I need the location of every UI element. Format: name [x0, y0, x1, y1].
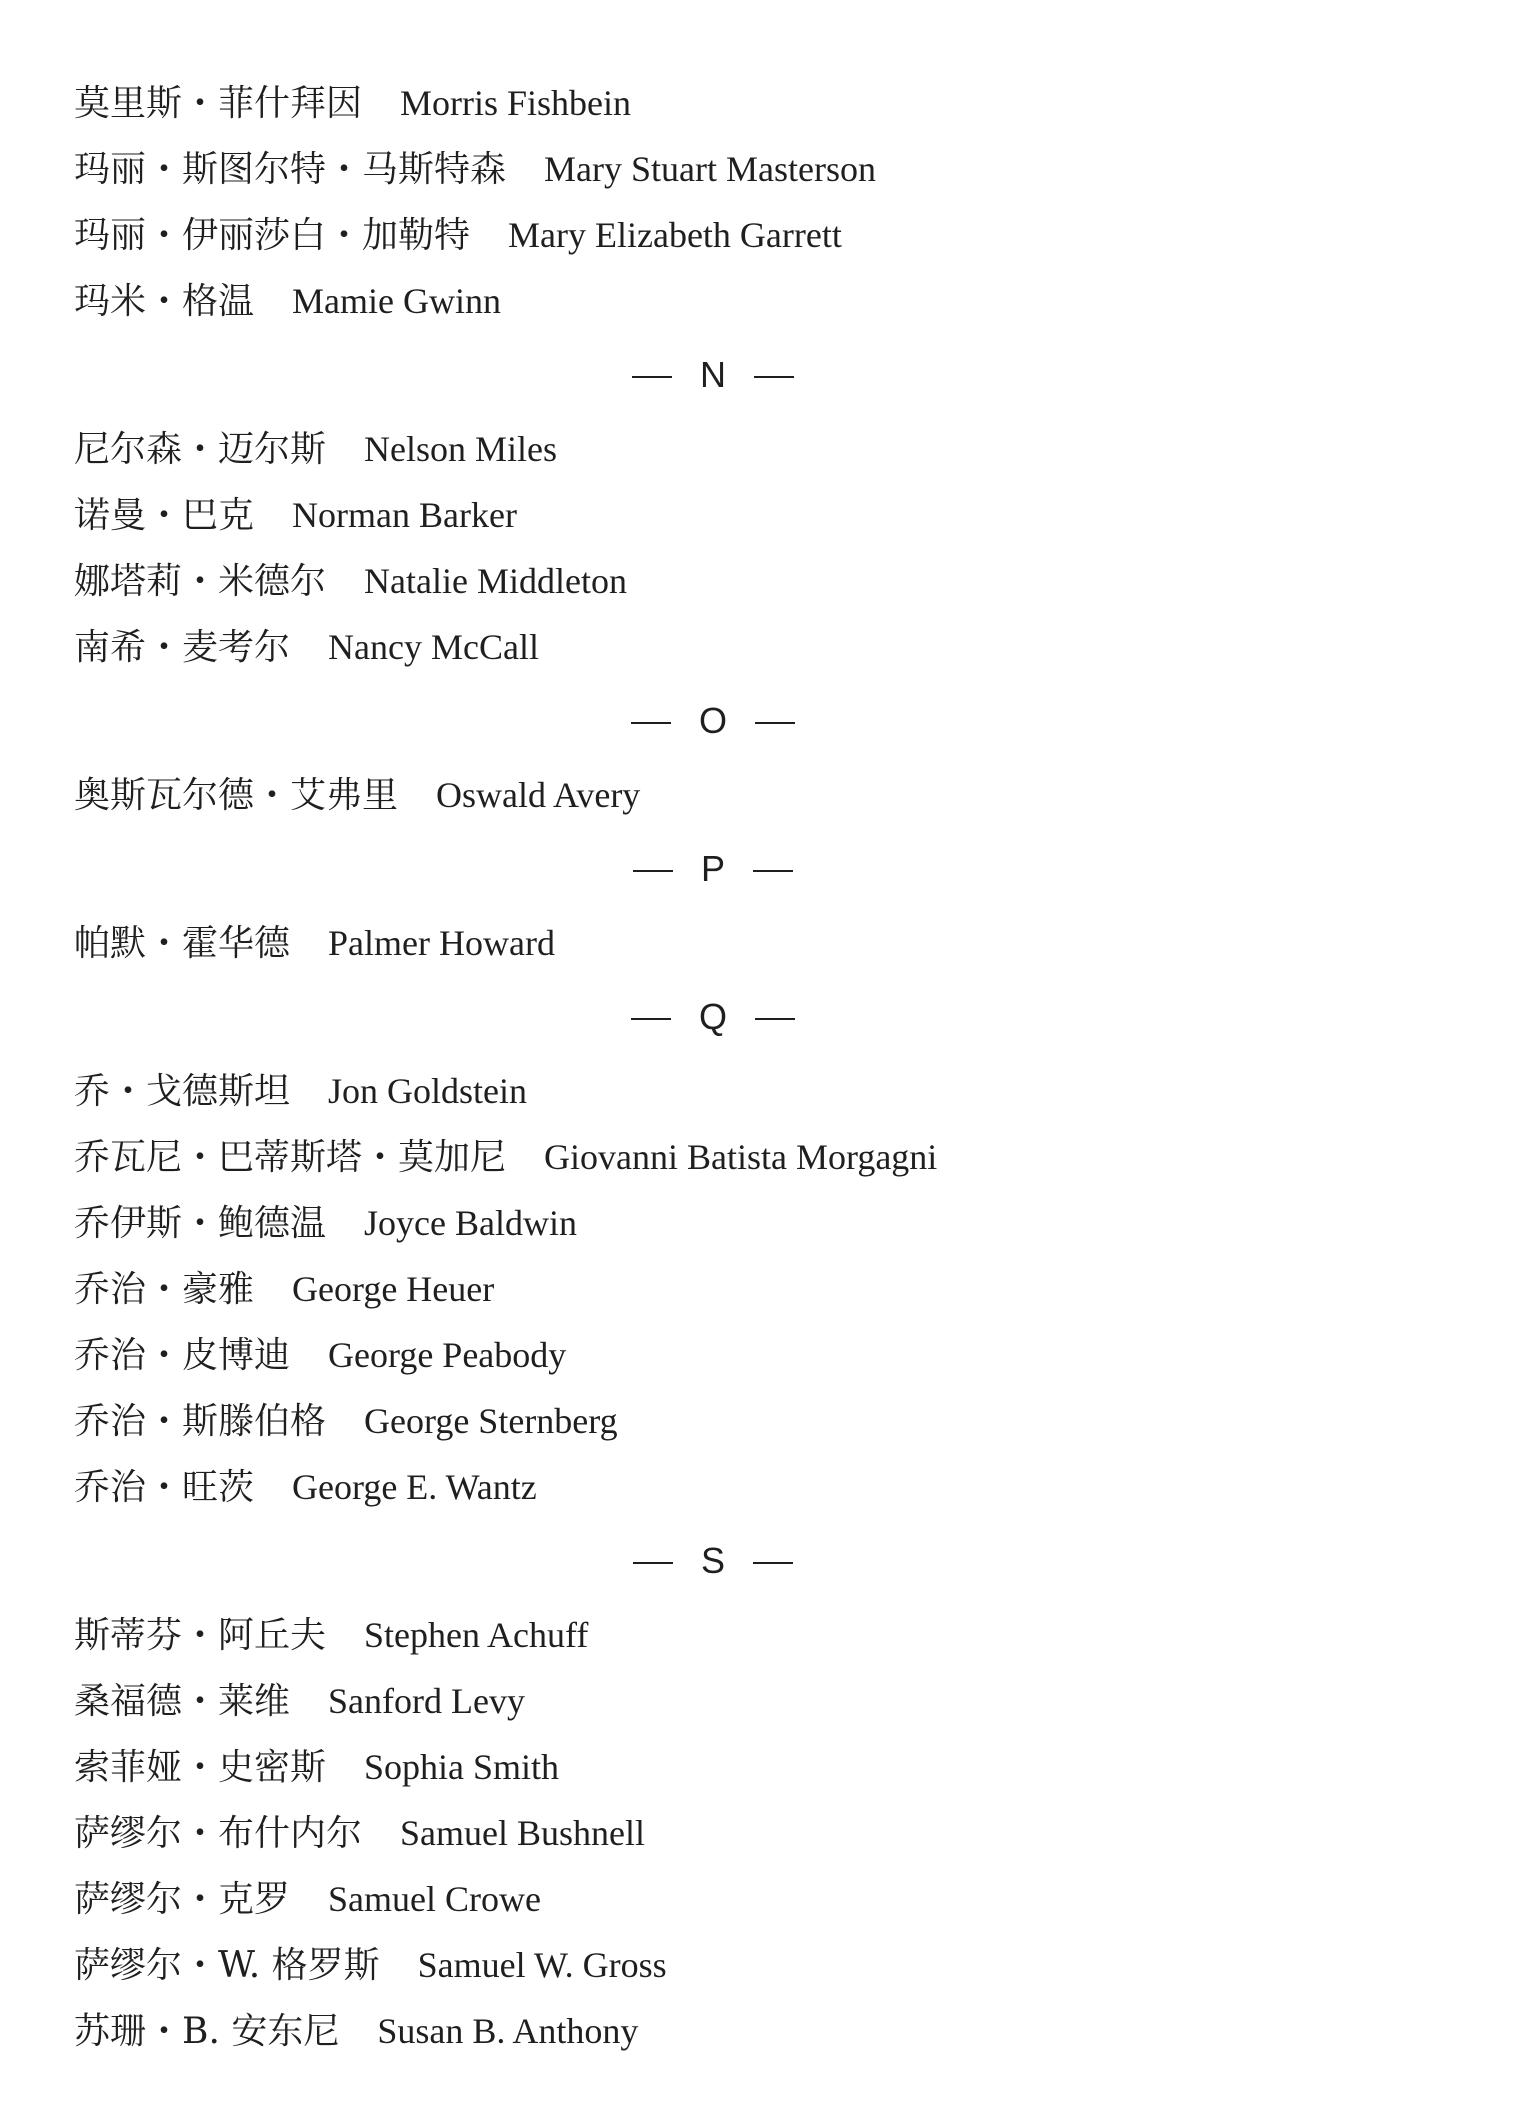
chinese-name: 苏珊・B. 安东尼: [74, 2011, 340, 2052]
name-entry: [74, 421, 557, 477]
section-letter: O: [698, 700, 727, 741]
em-dash-left: [631, 722, 671, 724]
chinese-name: 莫里斯・菲什拜因: [74, 83, 363, 124]
name-entry: [74, 767, 640, 823]
chinese-name: 乔治・旺茨: [74, 1467, 255, 1508]
section-letter: S: [700, 1540, 725, 1581]
name-entry: [74, 1129, 937, 1185]
section-letter: Q: [698, 996, 727, 1037]
section-heading-p: [0, 841, 1426, 897]
chinese-name: 玛米・格温: [74, 281, 255, 322]
chinese-name: 乔治・斯滕伯格: [74, 1401, 327, 1442]
name-entry: [74, 553, 627, 609]
chinese-name: 萨缪尔・布什内尔: [74, 1813, 363, 1854]
english-name: Samuel Bushnell: [400, 1813, 646, 1853]
chinese-name: 乔・戈德斯坦: [74, 1071, 291, 1112]
em-dash-right: [755, 722, 795, 724]
english-name: Joyce Baldwin: [364, 1203, 577, 1243]
name-entry: [74, 1805, 645, 1861]
chinese-name: 乔治・皮博迪: [74, 1335, 291, 1376]
name-entry: [74, 2003, 638, 2059]
em-dash-left: [631, 1018, 671, 1020]
english-name: Mary Elizabeth Garrett: [508, 215, 842, 255]
english-name: Sophia Smith: [364, 1747, 560, 1787]
name-entry: [74, 1937, 667, 1993]
chinese-name: 南希・麦考尔: [74, 627, 291, 668]
english-name: Samuel W. Gross: [417, 1945, 667, 1985]
english-name: Morris Fishbein: [400, 83, 632, 123]
name-entry: [74, 1063, 527, 1119]
em-dash-left: [633, 870, 673, 872]
em-dash-right: [753, 870, 793, 872]
chinese-name: 索菲娅・史密斯: [74, 1747, 327, 1788]
english-name: Samuel Crowe: [328, 1879, 541, 1919]
english-name: Oswald Avery: [436, 775, 641, 815]
english-name: George Heuer: [292, 1269, 495, 1309]
english-name: Susan B. Anthony: [377, 2011, 639, 2051]
name-entry: [74, 207, 842, 263]
chinese-name: 玛丽・斯图尔特・马斯特森: [74, 149, 507, 190]
chinese-name: 桑福德・莱维: [74, 1681, 291, 1722]
english-name: Mamie Gwinn: [292, 281, 501, 321]
chinese-name: 诺曼・巴克: [74, 495, 255, 536]
section-heading-n: [0, 347, 1426, 403]
english-name: Norman Barker: [292, 495, 517, 535]
chinese-name: 帕默・霍华德: [74, 923, 291, 964]
name-entry: [74, 1871, 541, 1927]
chinese-name: 萨缪尔・克罗: [74, 1879, 291, 1920]
name-entry: [74, 1673, 525, 1729]
section-heading-q: [0, 989, 1426, 1045]
name-entry: [74, 1459, 537, 1515]
section-heading-o: [0, 693, 1426, 749]
name-entry: [74, 1327, 566, 1383]
name-entry: [74, 141, 876, 197]
name-entry: [74, 1607, 588, 1663]
em-dash-right: [754, 376, 794, 378]
em-dash-left: [633, 1562, 673, 1564]
english-name: Palmer Howard: [328, 923, 555, 963]
name-entry: [74, 915, 555, 971]
name-entry: [74, 273, 501, 329]
english-name: George Sternberg: [364, 1401, 618, 1441]
chinese-name: 萨缪尔・W. 格罗斯: [74, 1945, 380, 1986]
section-letter: N: [700, 354, 726, 395]
english-name: Mary Stuart Masterson: [544, 149, 876, 189]
name-entry: [74, 1739, 559, 1795]
english-name: Nelson Miles: [364, 429, 558, 469]
em-dash-left: [632, 376, 672, 378]
english-name: Sanford Levy: [328, 1681, 525, 1721]
section-heading-s: [0, 1533, 1426, 1589]
name-entry: [74, 1261, 494, 1317]
english-name: George Peabody: [328, 1335, 567, 1375]
chinese-name: 玛丽・伊丽莎白・加勒特: [74, 215, 471, 256]
name-entry: [74, 1195, 577, 1251]
chinese-name: 乔瓦尼・巴蒂斯塔・莫加尼: [74, 1137, 507, 1178]
english-name: Giovanni Batista Morgagni: [544, 1137, 938, 1177]
english-name: Jon Goldstein: [328, 1071, 528, 1111]
chinese-name: 尼尔森・迈尔斯: [74, 429, 327, 470]
english-name: George E. Wantz: [292, 1467, 537, 1507]
chinese-name: 斯蒂芬・阿丘夫: [74, 1615, 327, 1656]
name-entry: [74, 75, 631, 131]
chinese-name: 乔治・豪雅: [74, 1269, 255, 1310]
english-name: Nancy McCall: [328, 627, 539, 667]
name-entry: [74, 487, 517, 543]
chinese-name: 乔伊斯・鲍德温: [74, 1203, 327, 1244]
english-name: Natalie Middleton: [364, 561, 627, 601]
chinese-name: 奥斯瓦尔德・艾弗里: [74, 775, 399, 816]
english-name: Stephen Achuff: [364, 1615, 589, 1655]
em-dash-right: [755, 1018, 795, 1020]
name-entry: [74, 619, 539, 675]
em-dash-right: [753, 1562, 793, 1564]
chinese-name: 娜塔莉・米德尔: [74, 561, 327, 602]
name-entry: [74, 1393, 618, 1449]
section-letter: P: [700, 848, 725, 889]
